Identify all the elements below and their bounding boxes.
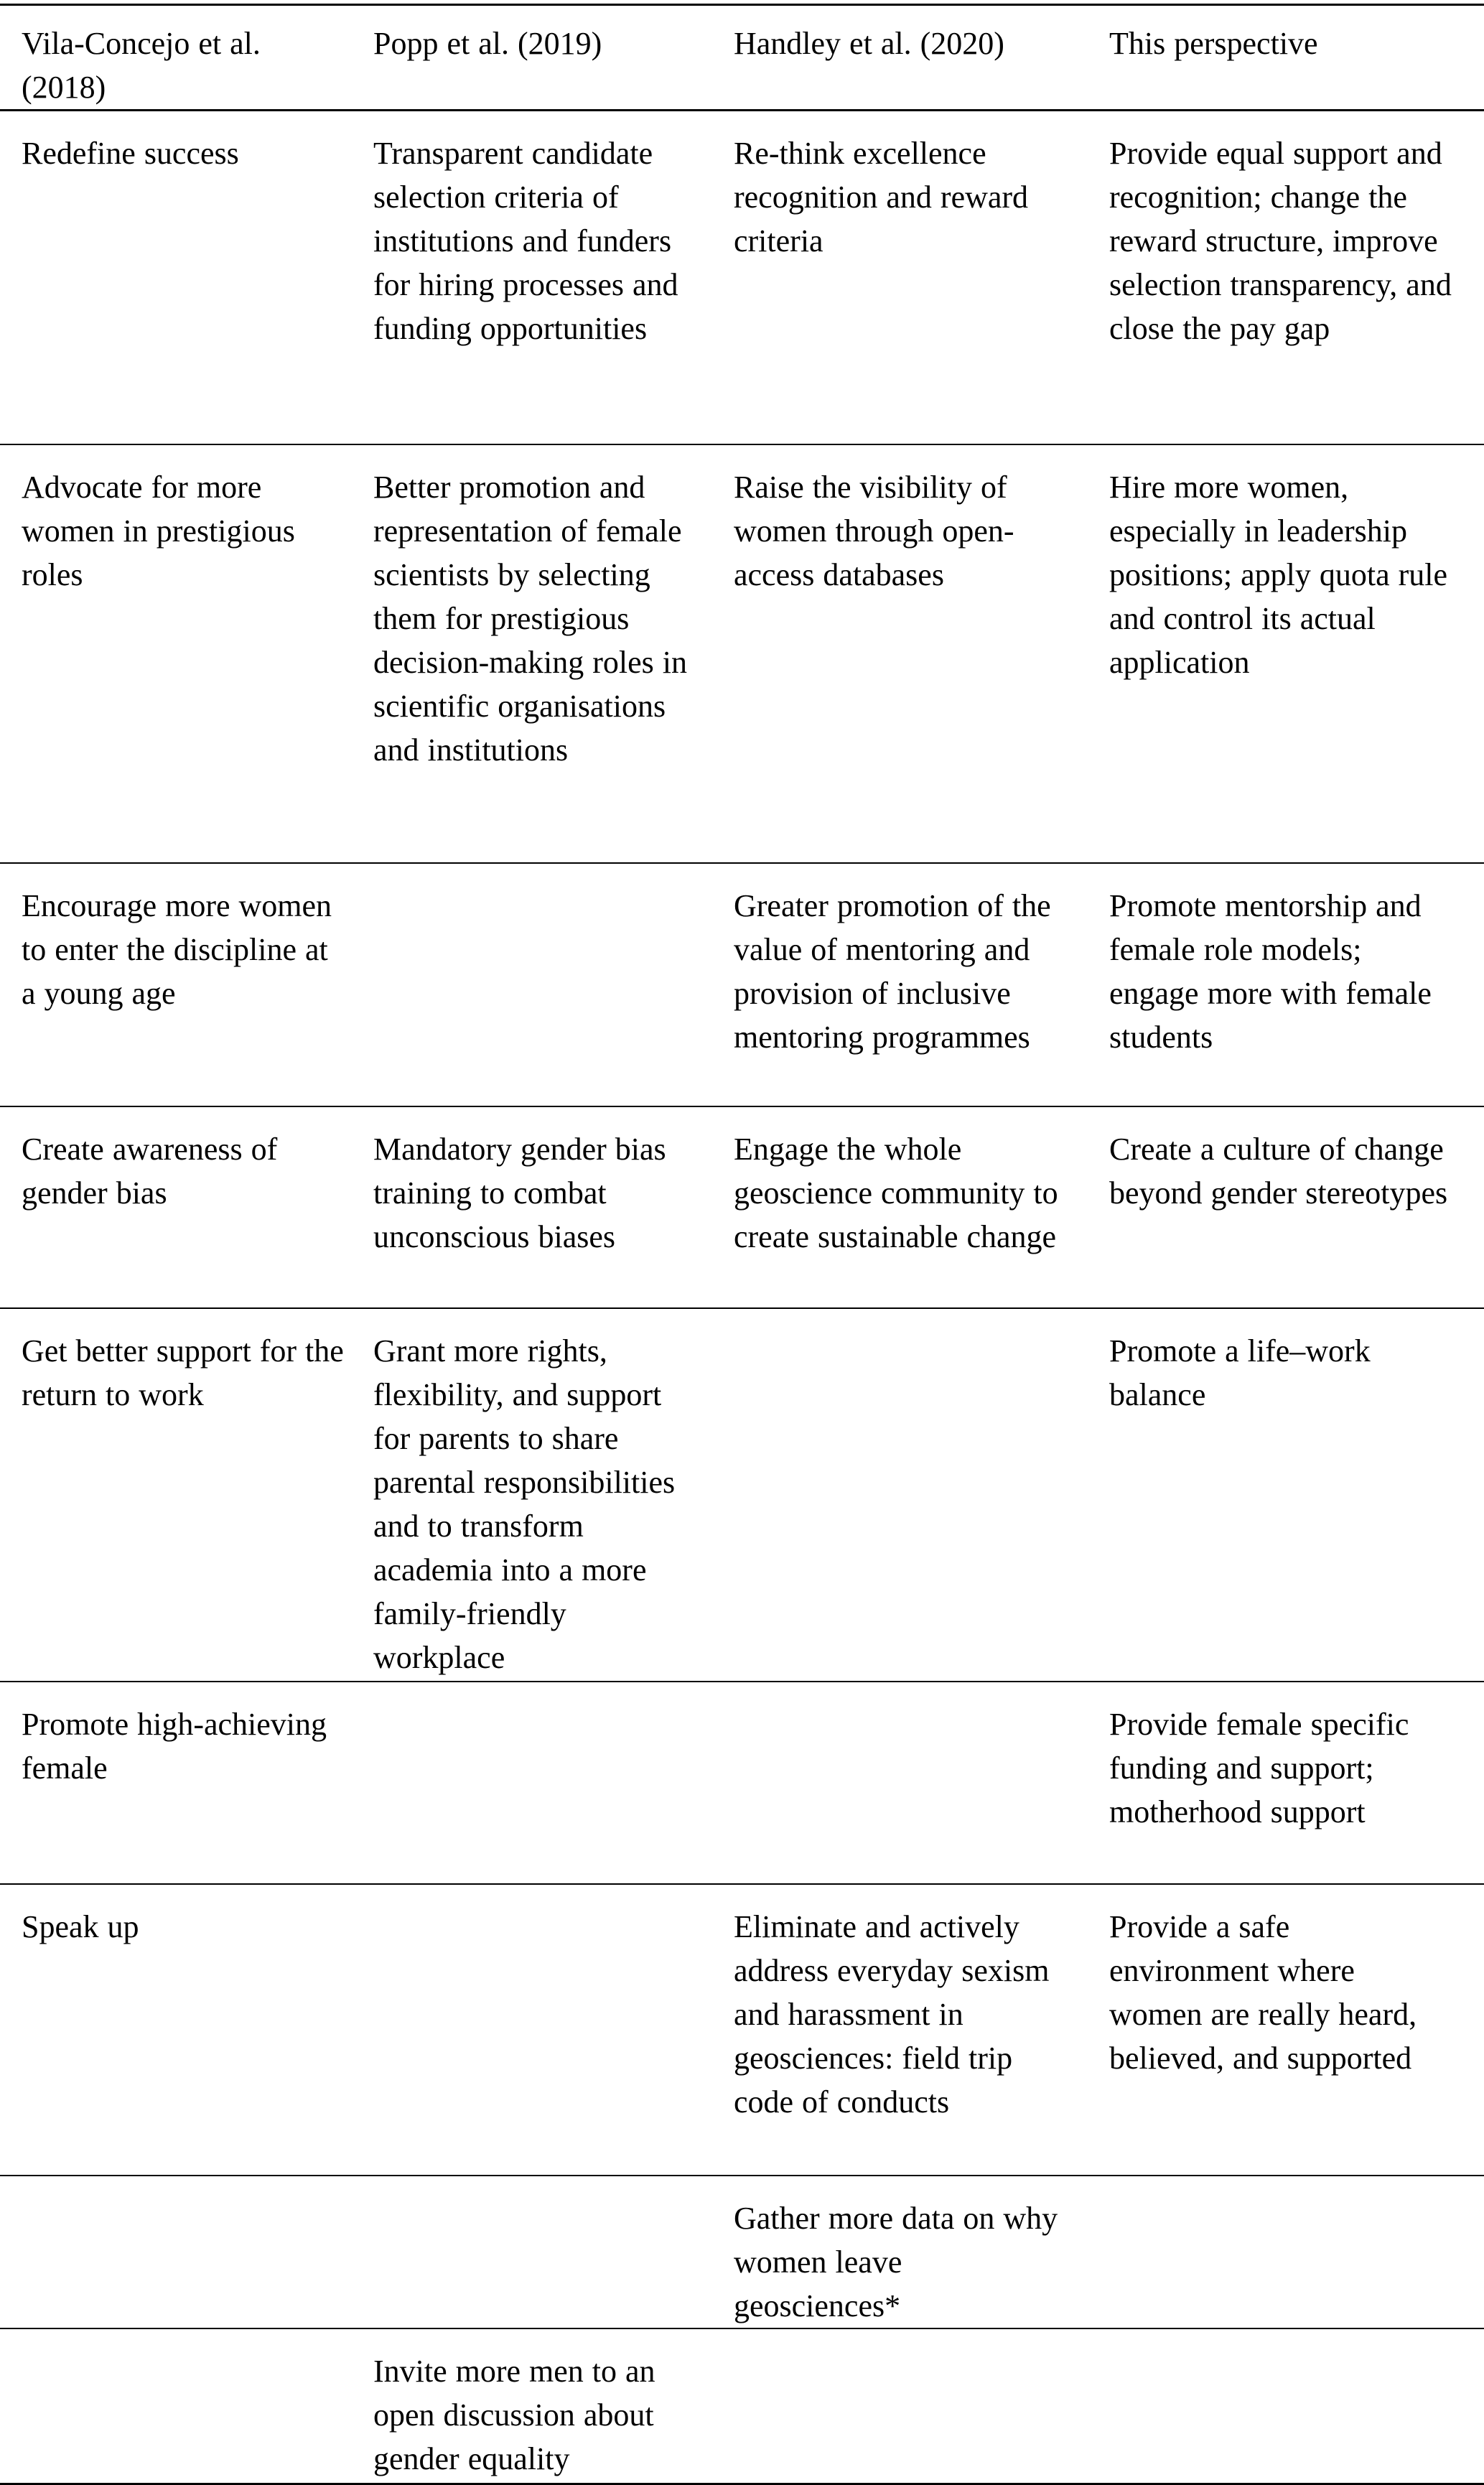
table-cell xyxy=(373,864,734,884)
table-header-row xyxy=(0,6,1484,111)
column-header-handley: Handley et al. (2020) xyxy=(734,26,1004,61)
table-cell: Transparent candidate selection criteria of institutions and funders for hiring processes and funding opportunities xyxy=(373,136,678,346)
table-row xyxy=(0,111,1484,445)
table-cell: Engage the whole geoscience community to create sustainable change xyxy=(734,1132,1058,1254)
comparison-table xyxy=(0,4,1484,2485)
table-cell: Eliminate and actively address everyday sexism and harassment in geosciences: field trip code of conducts xyxy=(734,1909,1050,2120)
table-cell: Promote a life–work balance xyxy=(1109,1333,1371,1412)
table-row xyxy=(0,1309,1484,1682)
table-cell: Raise the visibility of women through open-access databases xyxy=(734,470,1014,592)
table-cell xyxy=(734,2329,1109,2349)
table-cell: Encourage more women to enter the discipline at a young age xyxy=(22,888,332,1011)
table-row xyxy=(0,864,1484,1107)
table-cell: Promote high-achieving female xyxy=(22,1707,327,1786)
table-cell xyxy=(1109,2176,1484,2196)
table-row xyxy=(0,2329,1484,2485)
table-cell: Grant more rights, flexibility, and support for parents to share parental responsibilities and to transform academia into a more family-friendly workplace xyxy=(373,1333,676,1675)
table-cell xyxy=(373,1682,734,1702)
table-row xyxy=(0,445,1484,864)
table-cell: Hire more women, especially in leadership positions; apply quota rule and control its actual application xyxy=(1109,470,1448,680)
table-row xyxy=(0,1682,1484,1885)
table-cell: Create awareness of gender bias xyxy=(22,1132,278,1211)
table-cell: Gather more data on why women leave geosciences* xyxy=(734,2201,1058,2323)
table-cell xyxy=(0,2176,373,2196)
table-cell xyxy=(373,2176,734,2196)
table-cell: Greater promotion of the value of mentoring and provision of inclusive mentoring programmes xyxy=(734,888,1051,1055)
table-cell: Get better support for the return to work xyxy=(22,1333,344,1412)
table-cell: Advocate for more women in prestigious roles xyxy=(22,470,295,592)
table-cell: Provide equal support and recognition; change the reward structure, improve selection transparency, and close the pay gap xyxy=(1109,136,1452,346)
table-cell: Create a culture of change beyond gender stereotypes xyxy=(1109,1132,1448,1211)
column-header-vila-concejo: Vila-Concejo et al. (2018) xyxy=(22,26,261,105)
table-row xyxy=(0,1885,1484,2176)
table-cell xyxy=(734,1682,1109,1702)
table-cell: Redefine success xyxy=(22,136,239,171)
table-cell: Provide a safe environment where women are really heard, believed, and supported xyxy=(1109,1909,1417,2076)
table-cell: Promote mentorship and female role models; engage more with female students xyxy=(1109,888,1432,1055)
table-cell xyxy=(0,2329,373,2349)
table-cell: Speak up xyxy=(22,1909,139,1944)
table-cell xyxy=(734,1309,1109,1329)
table-cell xyxy=(1109,2329,1484,2349)
table-cell: Mandatory gender bias training to combat unconscious biases xyxy=(373,1132,666,1254)
column-header-popp: Popp et al. (2019) xyxy=(373,26,602,61)
column-header-this-perspective: This perspective xyxy=(1109,26,1318,61)
table-cell: Better promotion and representation of female scientists by selecting them for prestigious decision-making roles in scientific organisations and institutions xyxy=(373,470,688,768)
table-cell: Invite more men to an open discussion about gender equality xyxy=(373,2354,655,2476)
table-row xyxy=(0,2176,1484,2329)
table-cell xyxy=(373,1885,734,1905)
table-cell: Re-think excellence recognition and reward criteria xyxy=(734,136,1029,258)
table-row xyxy=(0,1107,1484,1309)
table-cell: Provide female specific funding and support; motherhood support xyxy=(1109,1707,1409,1829)
